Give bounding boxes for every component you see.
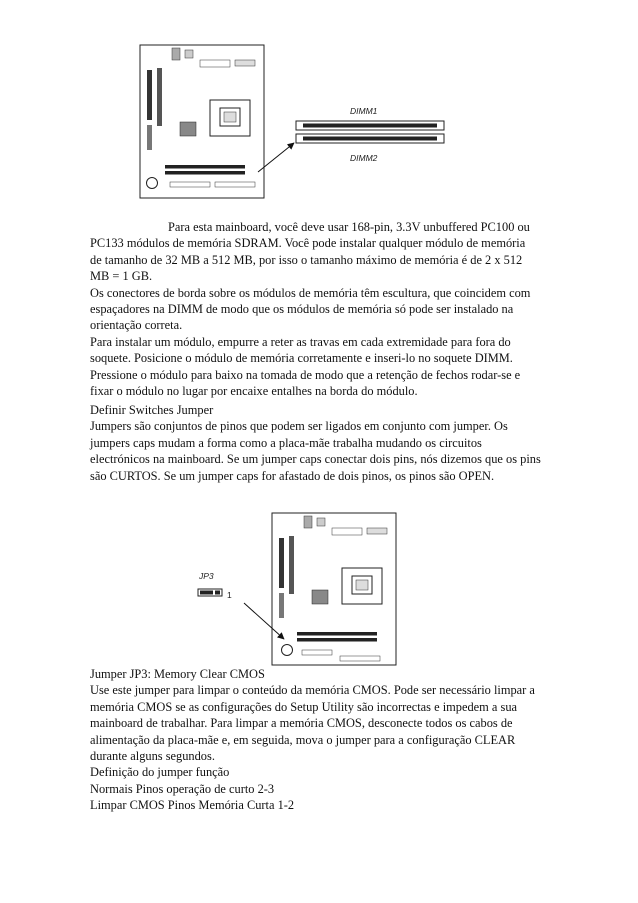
jp3-jumper: [198, 589, 222, 596]
text-line: alimentação da placa-mãe e, em seguida, mova o jumper para a configuração CLEAR: [90, 732, 516, 747]
motherboard-outline-2: [272, 513, 396, 665]
text-line: são CURTOS. Se um jumper caps for afastado de dois pinos, os pinos são OPEN.: [90, 468, 495, 483]
text-line: durante alguns segundos.: [90, 749, 215, 764]
text-line: Use este jumper para limpar o conteúdo da memória CMOS. Pode ser necessário limpar a: [90, 683, 535, 698]
text-line: mainboard de trabalhar. Para limpar a memória CMOS, desconecte todos os cabos de: [90, 716, 513, 731]
pin1-label: 1: [227, 590, 232, 600]
text-line: orientação correta.: [90, 318, 183, 333]
text-line: Os conectores de borda sobre os módulos de memória têm escultura, que coincidem com: [90, 285, 531, 300]
text-line: espaçadores na DIMM de modo que os módulos de memória só pode ser instalado na: [90, 302, 514, 317]
text-line: Para esta mainboard, você deve usar 168-pin, 3.3V unbuffered PC100 ou: [168, 220, 530, 234]
memory-install-text: [90, 219, 570, 399]
text-line: electrónicos na mainboard. Se um jumper caps conectar dois pins, nós dizemos que os pins: [90, 452, 541, 467]
text-line: Limpar CMOS Pinos Memória Curta 1-2: [90, 798, 295, 813]
text-line: Jumper JP3: Memory Clear CMOS: [90, 667, 265, 681]
jp3-clear-cmos-text: [90, 666, 570, 814]
text-line: PC133 módulos de memória SDRAM. Você pode instalar qualquer módulo de memória: [90, 236, 526, 251]
text-line: Definição do jumper função: [90, 765, 230, 780]
text-line: Pressione o módulo para baixo na tomada de modo que a retenção de fechos rodar-se e: [90, 367, 521, 382]
dimm-slots-enlarged: [296, 121, 444, 143]
jumper-intro-text: [90, 402, 570, 484]
text-line: Para instalar um módulo, empurre a reter as travas em cada extremidade para fora do: [90, 334, 511, 349]
text-line: jumpers caps mudam a forma como a placa-mãe trabalha mudando os circuitos: [90, 435, 482, 450]
figure-dimm-diagram: [0, 0, 638, 210]
section-heading: Definir Switches Jumper: [90, 403, 214, 417]
dimm2-label: DIMM2: [350, 153, 378, 163]
dimm1-label: DIMM1: [350, 106, 378, 116]
callout-arrow-2: [244, 603, 284, 639]
text-line: fixar o módulo no lugar por encaixe entalhes na borda do módulo.: [90, 384, 418, 399]
motherboard-outline: [140, 45, 264, 198]
text-line: de tamanho de 32 MB a 512 MB, por isso o tamanho máximo de memória é de 2 x 512: [90, 252, 523, 267]
text-line: soquete. Posicione o módulo de memória corretamente e inseri-lo no soquete DIMM.: [90, 351, 513, 366]
text-line: Normais Pinos operação de curto 2-3: [90, 781, 275, 796]
text-line: Jumpers são conjuntos de pinos que podem ser ligados em conjunto com jumper. Os: [90, 419, 508, 434]
jp3-label: JP3: [199, 571, 214, 581]
text-line: MB = 1 GB.: [90, 269, 153, 284]
text-line: memória CMOS se as configurações do Setup Utility são incorrectas e impedem a sua: [90, 699, 518, 714]
